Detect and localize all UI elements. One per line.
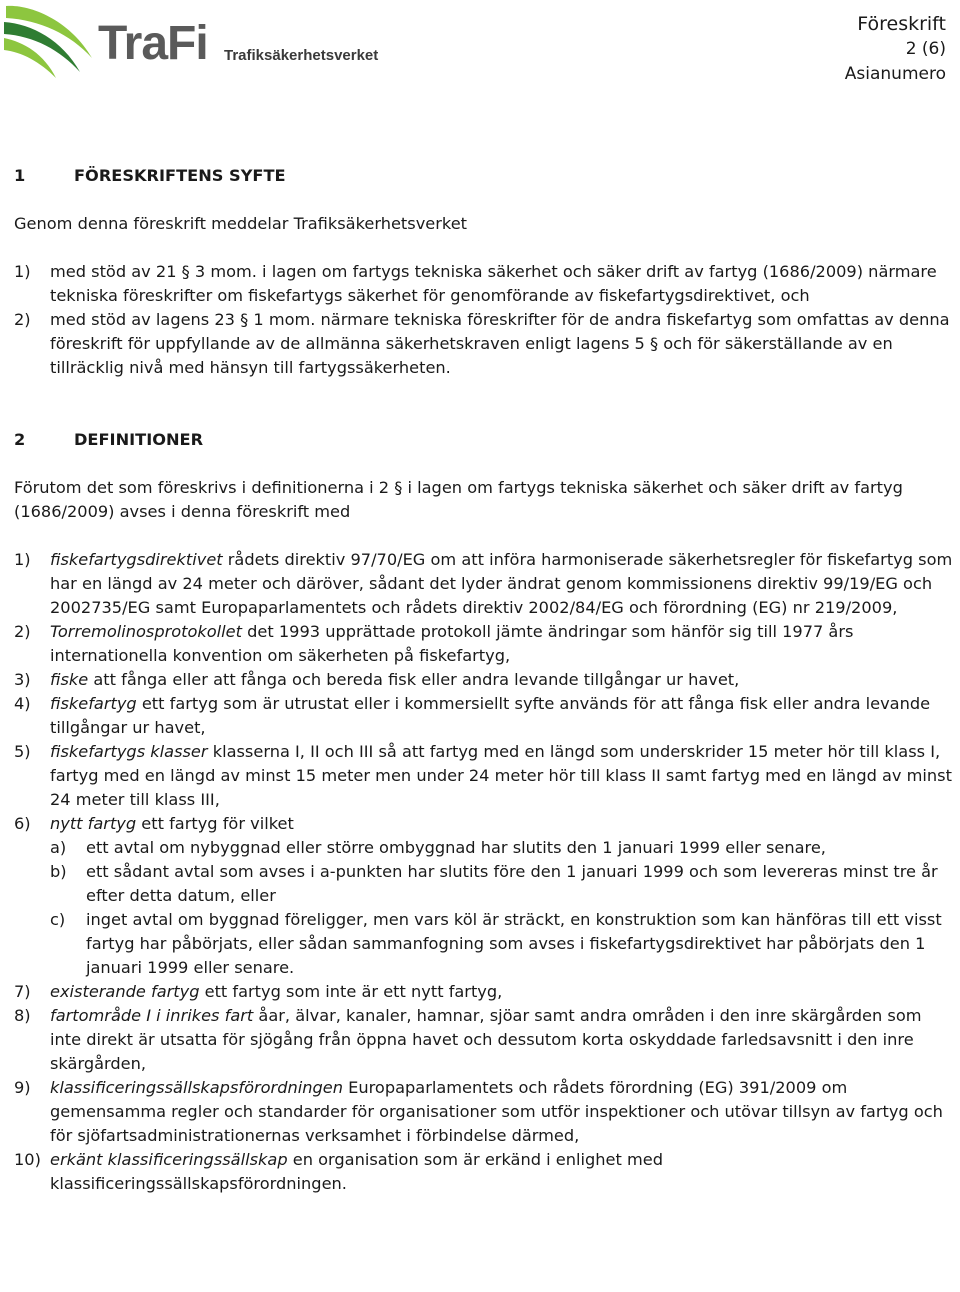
sub-item-letter: c)	[50, 910, 66, 929]
page-header	[0, 0, 960, 100]
item-text: det 1993 upprättade protokoll jämte ändringar som hänför sig till 1977 års internationella konvention om säkerheten på fiskefartyg,	[50, 622, 854, 665]
document-type: Föreskrift	[857, 13, 946, 35]
defined-term: erkänt klassificeringssällskap	[50, 1150, 288, 1169]
list-item	[14, 668, 954, 692]
item-number: 7)	[14, 982, 31, 1001]
page-number: 2 (6)	[905, 39, 946, 59]
item-number: 5)	[14, 742, 31, 761]
list-item	[14, 620, 954, 668]
section-number: 1	[14, 166, 26, 185]
sub-item-text: inget avtal om byggnad föreligger, men vars köl är sträckt, en konstruktion som kan hänföras till ett visst fartyg har påbörjats, eller sådan sammanfogning som avses i fiskefartygsdirektivet har påbörjats den 1 januari 1999 eller senare.	[86, 910, 942, 977]
section-intro: Förutom det som föreskrivs i definitionerna i 2 § i lagen om fartygs tekniska säkerhet och säker drift av fartyg (1686/2009) avses i denna föreskrift med	[14, 478, 903, 521]
item-number: 9)	[14, 1078, 31, 1097]
defined-term: existerande fartyg	[50, 982, 200, 1001]
item-text: ett fartyg för vilket	[136, 814, 294, 833]
item-text: Europaparlamentets och rådets förordning (EG) 391/2009 om gemensamma regler och standarder för organisationer som utför inspektioner och utövar tillsyn av fartyg och för sjöfartsadministrationernas verksamhet i förbindelse därmed,	[50, 1078, 943, 1145]
defined-term: klassificeringssällskapsförordningen	[50, 1078, 343, 1097]
item-text: en organisation som är erkänd i enlighet med klassificeringssällskapsförordningen.	[50, 1150, 663, 1193]
item-text: ett fartyg som inte är ett nytt fartyg,	[199, 982, 503, 1001]
item-number: 2)	[14, 622, 31, 641]
item-text: rådets direktiv 97/70/EG om att införa harmoniserade säkerhetsregler för fiskefartyg som har en längd av 24 meter och däröver, sådant det lyder ändrat genom kommissionens direktiv 99/19/EG och 2002735/EG samt Europaparlamentets och rådets direktiv 2002/84/EG och förordning (EG) nr 219/2009,	[50, 550, 953, 617]
sub-list-item	[50, 836, 954, 860]
list-item	[14, 980, 954, 1004]
sub-list	[50, 836, 954, 980]
document-meta	[845, 12, 946, 87]
item-text: med stöd av 21 § 3 mom. i lagen om fartygs tekniska säkerhet och säker drift av fartyg (1686/2009) närmare tekniska föreskrifter om fiskefartygs säkerhet för genomförande av fiskefartygsdirektivet, och	[50, 262, 937, 305]
list-item	[14, 1148, 954, 1196]
defined-term: nytt fartyg	[50, 814, 137, 833]
defined-term: fartområde I i inrikes fart	[50, 1006, 254, 1025]
definitions-list	[14, 548, 954, 1196]
item-number: 1)	[14, 550, 31, 569]
sub-item-text: ett avtal om nybyggnad eller större ombyggnad har slutits den 1 januari 1999 eller senare,	[86, 838, 826, 857]
item-number: 4)	[14, 694, 31, 713]
list-item	[14, 260, 954, 308]
defined-term: fiskefartyg	[50, 694, 137, 713]
purpose-list	[14, 260, 954, 380]
sub-item-letter: b)	[50, 862, 67, 881]
item-number: 8)	[14, 1006, 31, 1025]
section-title: FÖRESKRIFTENS SYFTE	[74, 166, 286, 185]
section-title: DEFINITIONER	[74, 430, 204, 449]
trafi-logo	[0, 0, 400, 90]
item-text: åar, älvar, kanaler, hamnar, sjöar samt andra områden i den inre skärgården som inte direkt är utsatta för sjögång från öppna havet och dessutom korta oskyddade farledsavsnitt i den inre skärgården,	[50, 1006, 922, 1073]
item-number: 3)	[14, 670, 31, 689]
document-body	[14, 164, 954, 1196]
list-item	[14, 308, 954, 380]
list-item	[14, 1004, 954, 1076]
section-heading	[14, 164, 954, 188]
section-number: 2	[14, 430, 26, 449]
sub-list-item	[50, 908, 954, 980]
logo-subtitle: Trafiksäkerhetsverket	[224, 47, 379, 64]
case-number: Asianumero	[844, 64, 946, 84]
logo-name: TraFi	[98, 17, 208, 70]
list-item	[14, 812, 954, 980]
swoosh-icon	[0, 0, 100, 90]
section-intro: Genom denna föreskrift meddelar Trafiksäkerhetsverket	[14, 214, 468, 233]
list-item	[14, 740, 954, 812]
defined-term: fiskefartygsdirektivet	[50, 550, 223, 569]
list-item	[14, 692, 954, 740]
list-item	[14, 1076, 954, 1148]
sub-item-letter: a)	[50, 838, 67, 857]
item-number: 2)	[14, 310, 31, 329]
item-text: ett fartyg som är utrustat eller i kommersiellt syfte används för att fånga fisk eller andra levande tillgångar ur havet,	[50, 694, 931, 737]
defined-term: Torremolinosprotokollet	[50, 622, 242, 641]
defined-term: fiske	[50, 670, 89, 689]
item-number: 1)	[14, 262, 31, 281]
section-heading	[14, 428, 954, 452]
item-text: klasserna I, II och III så att fartyg med en längd som underskrider 15 meter hör till klass I, fartyg med en längd av minst 15 meter men under 24 meter hör till klass II samt fartyg med en längd av minst 24 meter till klass III,	[50, 742, 952, 809]
item-number: 6)	[14, 814, 31, 833]
sub-list-item	[50, 860, 954, 908]
item-text: att fånga eller att fånga och bereda fisk eller andra levande tillgångar ur havet,	[88, 670, 740, 689]
item-number: 10)	[14, 1150, 41, 1169]
list-item	[14, 548, 954, 620]
defined-term: fiskefartygs klasser	[50, 742, 208, 761]
item-text: med stöd av lagens 23 § 1 mom. närmare tekniska föreskrifter för de andra fiskefartyg som omfattas av denna föreskrift för uppfyllande av de allmänna säkerhetskraven enligt lagens 5 § och för säkerställande av en tillräcklig nivå med hänsyn till fartygssäkerheten.	[50, 310, 950, 377]
sub-item-text: ett sådant avtal som avses i a-punkten har slutits före den 1 januari 1999 och som levereras minst tre år efter detta datum, eller	[86, 862, 938, 905]
